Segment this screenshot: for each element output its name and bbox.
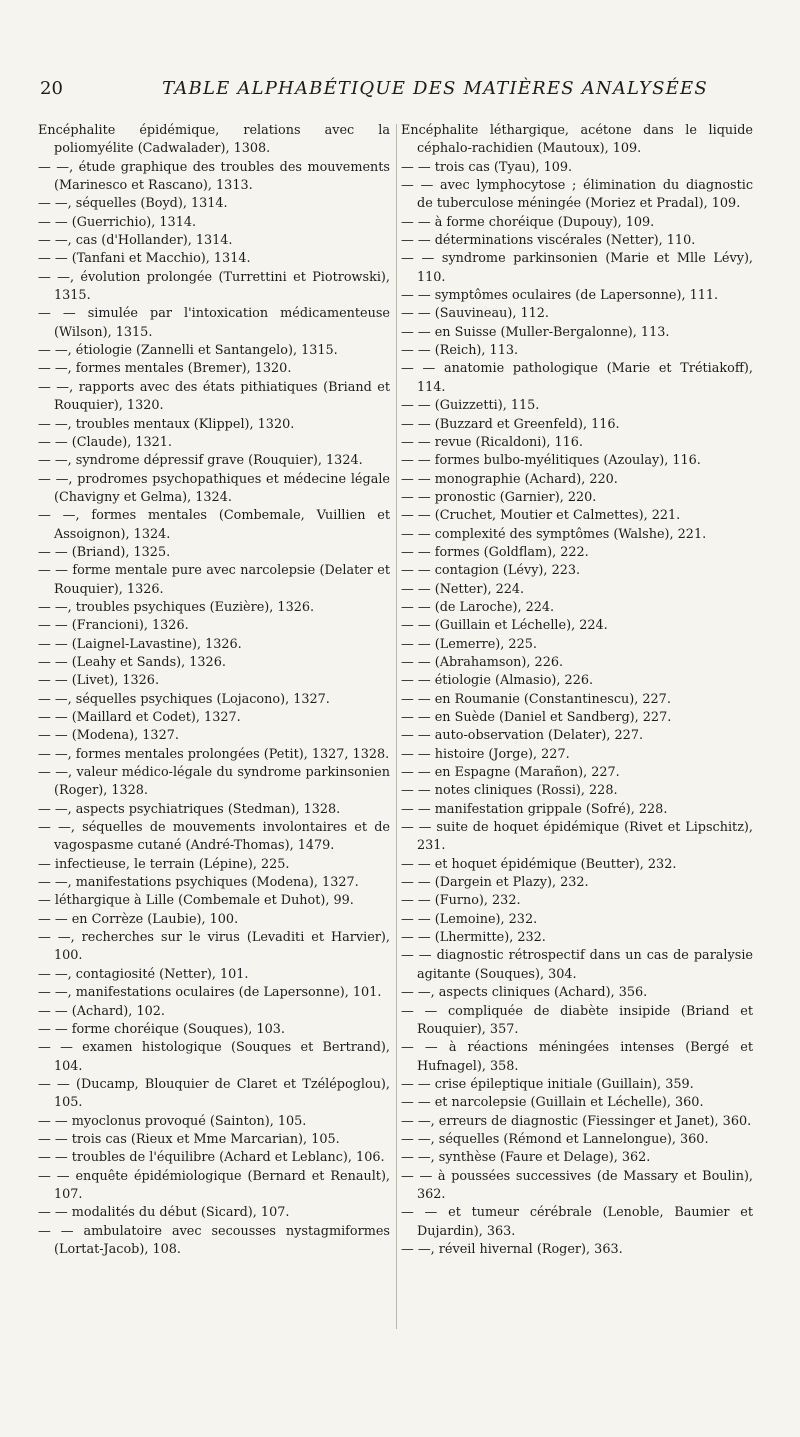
index-entry: Encéphalite léthargique, acétone dans le liquide céphalo-rachidien (Mautoux), 109.: [401, 123, 753, 157]
index-entry: — — (Modena), 1327.: [38, 728, 179, 744]
index-entry: — —, contagiosité (Netter), 101.: [38, 966, 249, 982]
index-entry: — —, aspects psychiatriques (Stedman), 1328.: [38, 801, 341, 817]
index-entry: — —, formes mentales (Combemale, Vuillien et Assoignon), 1324.: [38, 508, 390, 542]
index-entry: — — (Laignel-Lavastine), 1326.: [38, 636, 242, 652]
index-entry: — — étiologie (Almasio), 226.: [401, 673, 594, 689]
index-entry: — — à forme choréique (Dupouy), 109.: [401, 214, 655, 230]
index-entry: — — (Lemerre), 225.: [401, 636, 537, 652]
index-entry: — —, formes mentales (Bremer), 1320.: [38, 361, 292, 377]
index-entry: — —, séquelles (Rémond et Lannelongue), 360.: [401, 1131, 709, 1147]
index-entry: — —, manifestations oculaires (de Lapersonne), 101.: [38, 985, 382, 1001]
index-entry: — — en Espagne (Marañon), 227.: [401, 765, 620, 781]
index-entry: — — en Suède (Daniel et Sandberg), 227.: [401, 710, 672, 725]
index-entry: — — pronostic (Garnier), 220.: [401, 489, 597, 505]
index-entry: — — à réactions méningées intenses (Bergé et Hufnagel), 358.: [401, 1040, 753, 1074]
index-entry: — — enquête épidémiologique (Bernard et Renault), 107.: [38, 1168, 390, 1202]
index-entry: — — syndrome parkinsonien (Marie et Mlle Lévy), 110.: [401, 251, 753, 285]
index-entry: — — anatomie pathologique (Marie et Trétiakoff), 114.: [401, 361, 753, 395]
index-entry: — — (Guizzetti), 115.: [401, 398, 540, 414]
index-entry: — — et tumeur cérébrale (Lenoble, Baumier et Dujardin), 363.: [401, 1205, 753, 1239]
index-entry: — —, manifestations psychiques (Modena), 1327.: [38, 875, 359, 891]
index-entry: — —, séquelles psychiques (Lojacono), 1327.: [38, 691, 330, 707]
index-entry: — —, étiologie (Zannelli et Santangelo), 1315.: [38, 343, 338, 359]
index-entry: — — examen histologique (Souques et Bertrand), 104.: [38, 1040, 390, 1074]
index-entry: — —, erreurs de diagnostic (Fiessinger et Janet), 360.: [401, 1113, 752, 1129]
index-entry: — — manifestation grippale (Sofré), 228.: [401, 801, 668, 817]
index-entry: — —, cas (d'Hollander), 1314.: [38, 233, 233, 249]
index-entry: — — à poussées successives (de Massary et Boulin), 362.: [401, 1168, 753, 1202]
index-entry: — —, valeur médico-légale du syndrome parkinsonien (Roger), 1328.: [38, 765, 390, 799]
index-entry: — —, réveil hivernal (Roger), 363.: [401, 1241, 623, 1257]
index-entry: — — (de Laroche), 224.: [401, 599, 555, 615]
index-entry: — —, aspects cliniques (Achard), 356.: [401, 985, 648, 1001]
index-entry: — — auto-observation (Delater), 227.: [401, 728, 644, 744]
index-entry: — — déterminations viscérales (Netter), 110.: [401, 233, 696, 249]
index-entry: — — revue (Ricaldoni), 116.: [401, 434, 583, 450]
column-divider: [396, 124, 397, 1329]
index-entry: — — notes cliniques (Rossi), 228.: [401, 783, 618, 799]
index-entry: — —, formes mentales prolongées (Petit), 1327, 1328.: [38, 746, 390, 762]
index-entry: — — monographie (Achard), 220.: [401, 471, 618, 487]
index-entry: — — (Sauvineau), 112.: [401, 306, 549, 322]
index-entry: — —, troubles psychiques (Euzière), 1326.: [38, 599, 315, 615]
index-entry: — —, rapports avec des états pithiatiques (Briand et Rouquier), 1320.: [38, 379, 390, 414]
index-entry: — —, étude graphique des troubles des mouvements (Marinesco et Rascano), 1313.: [38, 159, 390, 194]
index-entry: — —, syndrome dépressif grave (Rouquier), 1324.: [38, 453, 363, 469]
index-entry: — — (Cruchet, Moutier et Calmettes), 221.: [401, 508, 681, 524]
index-entry: — — (Abrahamson), 226.: [401, 654, 564, 670]
index-entry: — — myoclonus provoqué (Sainton), 105.: [38, 1113, 307, 1129]
index-entry: — — (Dargein et Plazy), 232.: [401, 875, 589, 891]
index-entry: — — formes (Goldflam), 222.: [401, 544, 589, 560]
index-entry: — — (Livet), 1326.: [38, 673, 160, 689]
left-column: [38, 122, 390, 1259]
index-entry: — — avec lymphocytose ; élimination du diagnostic de tuberculose méningée (Moriez et Pradal), 109.: [401, 178, 753, 212]
index-entry: Encéphalite épidémique, relations avec la poliomyélite (Cadwalader), 1308.: [38, 123, 390, 157]
index-entry: — — modalités du début (Sicard), 107.: [38, 1205, 290, 1221]
index-entry: — — (Achard), 102.: [38, 1003, 165, 1019]
index-entry: — — (Lhermitte), 232.: [401, 930, 546, 946]
index-entry: — — (Tanfani et Macchio), 1314.: [38, 251, 251, 267]
index-entry: — — crise épileptique initiale (Guillain), 359.: [401, 1076, 694, 1092]
index-entry: — — (Lemoine), 232.: [401, 911, 538, 927]
index-entry: — — en Corrèze (Laubie), 100.: [38, 911, 239, 927]
index-entry: — — simulée par l'intoxication médicamenteuse (Wilson), 1315.: [38, 306, 390, 340]
right-column: [401, 122, 753, 1259]
index-entry: — — formes bulbo-myélitiques (Azoulay), 116.: [401, 453, 701, 469]
index-entry: — —, troubles mentaux (Klippel), 1320.: [38, 416, 295, 432]
index-entry: — — compliquée de diabète insipide (Briand et Rouquier), 357.: [401, 1003, 753, 1037]
index-entry: — —, prodromes psychopathiques et médecine légale (Chavigny et Gelma), 1324.: [38, 471, 390, 505]
index-entry: — — et hoquet épidémique (Beutter), 232.: [401, 856, 677, 872]
index-entry: — — trois cas (Rieux et Mme Marcarian), 105.: [38, 1131, 340, 1147]
index-entry: — — (Briand), 1325.: [38, 544, 171, 560]
page-number: 20: [40, 78, 63, 99]
index-entry: — —, séquelles de mouvements involontaires et de vagospasme cutané (André-Thomas), 1479.: [38, 820, 390, 854]
index-entry: — — ambulatoire avec secousses nystagmiformes (Lortat-Jacob), 108.: [38, 1223, 390, 1257]
index-entry: — — (Furno), 232.: [401, 893, 521, 909]
index-entry: — léthargique à Lille (Combemale et Duhot), 99.: [38, 893, 354, 909]
index-entry: — — trois cas (Tyau), 109.: [401, 159, 573, 175]
index-entry: — —, séquelles (Boyd), 1314.: [38, 196, 228, 212]
index-entry: — —, synthèse (Faure et Delage), 362.: [401, 1150, 651, 1166]
index-entry: — — (Buzzard et Greenfeld), 116.: [401, 416, 620, 432]
index-entry: — — (Guillain et Léchelle), 224.: [401, 618, 608, 634]
index-entry: — — forme choréique (Souques), 103.: [38, 1021, 285, 1037]
index-entry: — — (Francioni), 1326.: [38, 618, 189, 634]
index-entry: — — symptômes oculaires (de Lapersonne), 111.: [401, 288, 719, 304]
index-entry: — — (Claude), 1321.: [38, 434, 173, 450]
index-entry: — — en Roumanie (Constantinescu), 227.: [401, 691, 671, 707]
index-entry: — — en Suisse (Muller-Bergalonne), 113.: [401, 324, 670, 340]
index-entry: — — (Maillard et Codet), 1327.: [38, 710, 241, 725]
index-entry: — — (Reich), 113.: [401, 343, 519, 359]
index-entry: — — contagion (Lévy), 223.: [401, 563, 581, 579]
index-entry: — — (Guerrichio), 1314.: [38, 214, 197, 230]
index-entry: — — (Leahy et Sands), 1326.: [38, 654, 226, 670]
index-entry: — — histoire (Jorge), 227.: [401, 746, 570, 762]
index-entry: — infectieuse, le terrain (Lépine), 225.: [38, 856, 290, 872]
index-entry: — — forme mentale pure avec narcolepsie (Delater et Rouquier), 1326.: [38, 563, 390, 597]
index-entry: — — suite de hoquet épidémique (Rivet et Lipschitz), 231.: [401, 820, 753, 854]
index-entry: — — (Ducamp, Blouquier de Claret et Tzélépoglou), 105.: [38, 1076, 390, 1111]
index-entry: — — troubles de l'équilibre (Achard et Leblanc), 106.: [38, 1150, 385, 1166]
page-header: [40, 72, 750, 112]
index-entry: — —, évolution prolongée (Turrettini et Piotrowski), 1315.: [38, 269, 390, 304]
index-entry: — — complexité des symptômes (Walshe), 221.: [401, 526, 707, 542]
index-entry: — — (Netter), 224.: [401, 581, 525, 597]
page-title: TABLE ALPHABÉTIQUE DES MATIÈRES ANALYSÉES: [162, 78, 708, 99]
index-entry: — —, recherches sur le virus (Levaditi et Harvier), 100.: [38, 930, 390, 964]
index-entry: — — diagnostic rétrospectif dans un cas de paralysie agitante (Souques), 304.: [401, 948, 753, 982]
index-entry: — — et narcolepsie (Guillain et Léchelle), 360.: [401, 1095, 704, 1111]
